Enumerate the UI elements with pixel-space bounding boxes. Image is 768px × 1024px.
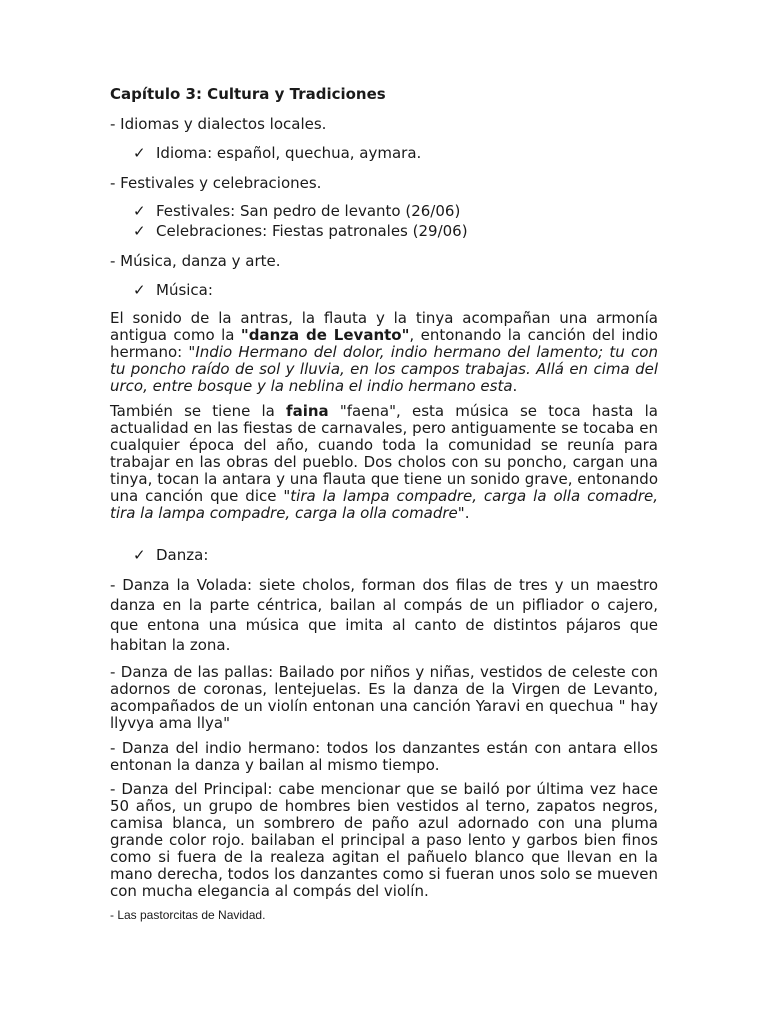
danza-principal-paragraph: - Danza del Principal: cabe mencionar que se bailó por última vez hace 50 años, un grupo de hombres bien vestidos al terno, zapatos negros, camisa blanca, un sombrero de paño azul adornado con una pluma grande color rojo. bailaban el principal a paso lento y garbos bien finos como si fuera de la realeza agitan el pañuelo blanco que llevan en la mano derecha, todos los danzantes como si fueran unos solo se mueven con mucha elegancia al compás del violín. <box>110 780 658 900</box>
musica-item <box>133 280 213 300</box>
checkmark-icon: ✓ <box>133 222 146 240</box>
festivales-item <box>133 201 460 221</box>
danza-item-text: Danza: <box>156 546 209 564</box>
p2-text-c: "faena", esta música se toca hasta la actualidad en las fiestas de carnavales, pero antiguamente se tocaba en cualquier época del año, cuando toda la comunidad se reunía para trabajar en las obras del pueblo. Dos cholos con su poncho, cargan una tinya, tocan la antara y una flauta que tiene un sonido grave, entonando una canción que dice " <box>110 402 658 505</box>
chapter-title: Capítulo 3: Cultura y Tradiciones <box>110 85 386 103</box>
pastorcitas-line: - Las pastorcitas de Navidad. <box>110 908 266 922</box>
danza-volada-paragraph: - Danza la Volada: siete cholos, forman dos filas de tres y un maestro danza en la parte céntrica, bailan al compás de un pifliador o cajero, que entona una música que imita al canto de distintos pájaros que habitan la zona. <box>110 576 658 654</box>
p2-bold-faina: faina <box>286 402 329 420</box>
p1-text-e: . <box>512 377 518 395</box>
p2-text-e: ". <box>457 504 470 522</box>
idioma-item <box>133 143 421 163</box>
musica-heading: - Música, danza y arte. <box>110 252 281 270</box>
danza-item <box>133 545 208 565</box>
festivales-heading: - Festivales y celebraciones. <box>110 174 322 192</box>
checkmark-icon: ✓ <box>133 202 146 220</box>
p2-italic-quote: tira la lampa compadre, carga la olla comadre, tira la lampa compadre, carga la olla comadre <box>110 487 658 522</box>
musica-item-text: Música: <box>156 281 213 299</box>
danza-pallas-paragraph: - Danza de las pallas: Bailado por niños y niñas, vestidos de celeste con adornos de coronas, lentejuelas. Es la danza de la Virgen de Levanto, acompañados de un violín entonan una canción Yaravi en quechua " hay llyvya ama llya" <box>110 663 658 732</box>
p2-text-a: También se tiene la <box>110 402 287 420</box>
musica-paragraph-1 <box>110 310 658 395</box>
p1-italic-quote: Indio Hermano del dolor, indio hermano del lamento; tu con tu poncho raído de sol y lluvia, en los campos trabajas. Allá en cima del urco, entre bosque y la neblina el indio hermano esta <box>110 343 658 395</box>
checkmark-icon: ✓ <box>133 144 146 162</box>
musica-paragraph-2 <box>110 403 658 522</box>
p1-bold-danza-de-levanto: "danza de Levanto" <box>240 326 410 344</box>
checkmark-icon: ✓ <box>133 281 146 299</box>
p1-text-c: , entonando la canción del indio hermano: " <box>110 326 658 361</box>
celebraciones-item-text: Celebraciones: Fiestas patronales (29/06) <box>156 222 468 240</box>
idiomas-heading: - Idiomas y dialectos locales. <box>110 115 327 133</box>
idioma-item-text: Idioma: español, quechua, aymara. <box>156 144 422 162</box>
festivales-item-text: Festivales: San pedro de levanto (26/06) <box>156 202 461 220</box>
p1-text-a: El sonido de la antras, la flauta y la tinya acompañan una armonía antigua como la <box>110 309 658 344</box>
celebraciones-item <box>133 221 468 241</box>
checkmark-icon: ✓ <box>133 546 146 564</box>
danza-indio-hermano-paragraph: - Danza del indio hermano: todos los danzantes están con antara ellos entonan la danza y bailan al mismo tiempo. <box>110 739 658 774</box>
